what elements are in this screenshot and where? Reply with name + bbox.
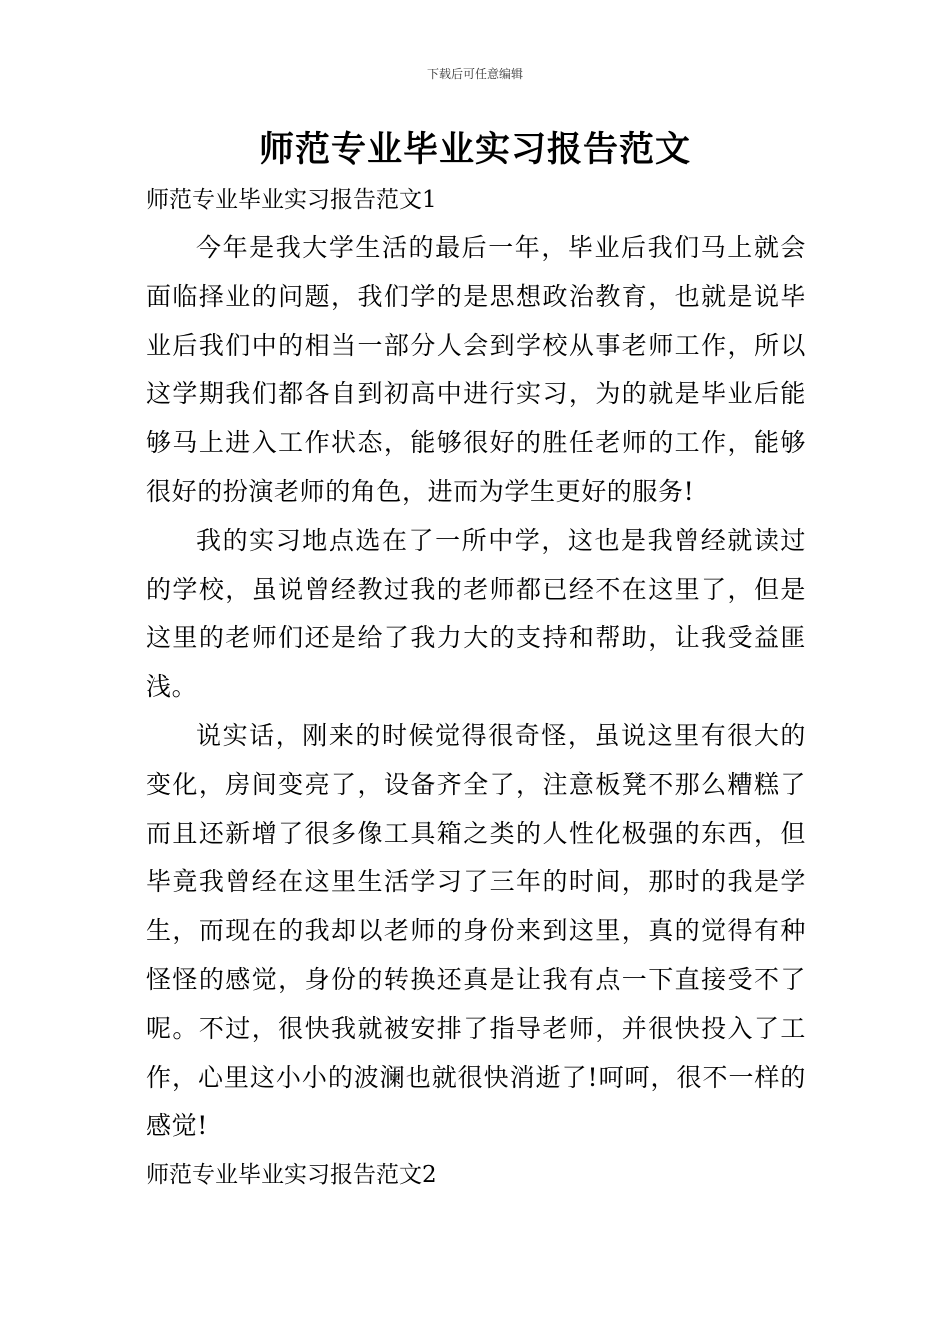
header-note: 下载后可任意编辑	[426, 67, 523, 81]
section-heading-2: 师范专业毕业实习报告范文2	[146, 1162, 437, 1189]
document-title: 师范专业毕业实习报告范文	[258, 130, 691, 170]
paragraph: 我的实习地点选在了一所中学，这也是我曾经就读过的学校，虽说曾经教过我的老师都已经不在这里了，但是这里的老师们还是给了我力大的支持和帮助，让我受益匪浅。	[146, 525, 806, 702]
document-body	[146, 176, 806, 1199]
paragraph: 说实话，刚来的时候觉得很奇怪，虽说这里有很大的变化，房间变亮了，设备齐全了，注意板凳不那么糟糕了而且还新增了很多像工具箱之类的人性化极强的东西，但毕竟我曾经在这里生活学习了三年的时间，那时的我是学生，而现在的我却以老师的身份来到这里，真的觉得有种怪怪的感觉，身份的转换还真是让我有点一下直接受不了呢。不过，很快我就被安排了指导老师，并很快投入了工作，心里这小小的波澜也就很快消逝了!呵呵，很不一样的感觉!	[146, 720, 806, 1141]
paragraph: 今年是我大学生活的最后一年，毕业后我们马上就会面临择业的问题，我们学的是思想政治教育，也就是说毕业后我们中的相当一部分人会到学校从事老师工作，所以这学期我们都各自到初高中进行实习，为的就是毕业后能够马上进入工作状态，能够很好的胜任老师的工作，能够很好的扮演老师的角色，进而为学生更好的服务!	[146, 233, 806, 506]
section-heading-1: 师范专业毕业实习报告范文1	[146, 187, 437, 213]
